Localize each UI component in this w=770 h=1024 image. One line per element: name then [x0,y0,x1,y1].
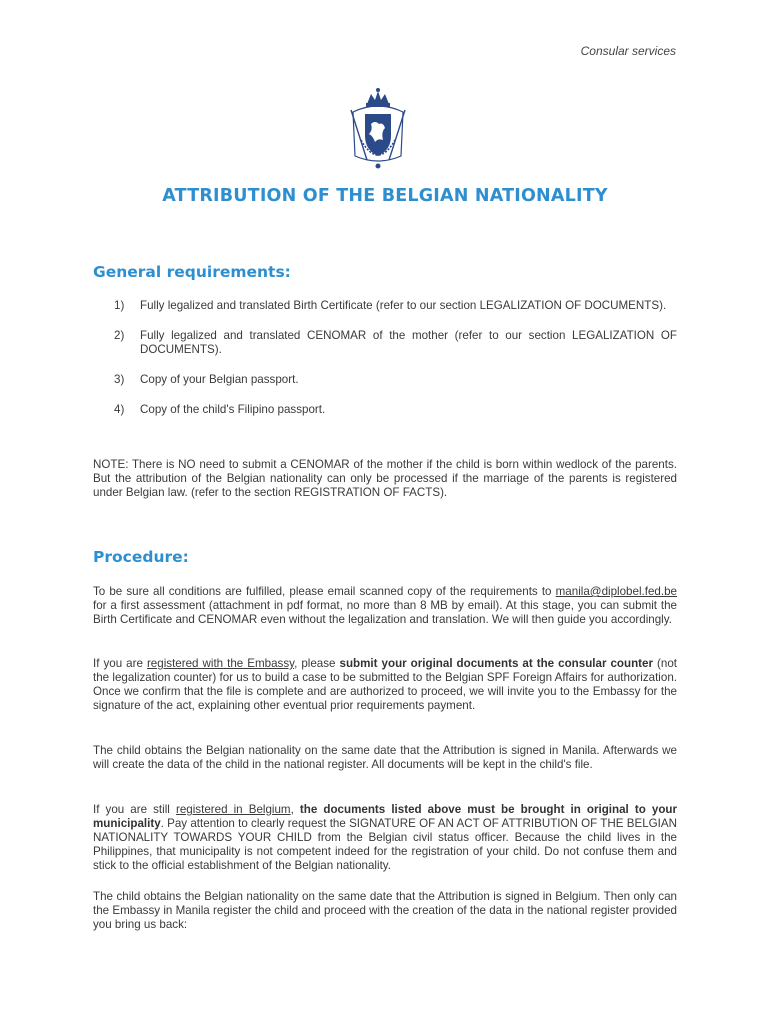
list-item-text: Fully legalized and translated CENOMAR of the mother (refer to our section LEGALIZATION OF DOCUMENTS). [140,329,677,356]
email-link[interactable]: manila@diplobel.fed.be [555,585,677,598]
bold-instruction: the documents listed above must be brought in original to your municipality [93,803,677,830]
general-requirements-heading: General requirements: [93,263,291,281]
list-item-text: Copy of the child's Filipino passport. [140,403,326,416]
list-item-text: Copy of your Belgian passport. [140,373,299,386]
registered-with-embassy-link[interactable]: registered with the Embassy [146,657,295,670]
list-item [93,299,677,313]
bold-instruction: submit your original documents at the consular counter [339,657,653,670]
procedure-paragraph-3: The child obtains the Belgian nationality on the same date that the Attribution is signed in Manila. Afterwards we will create the data of the child in the national register. All documents will be kept in the child's file. [93,744,677,771]
procedure-heading: Procedure: [93,548,189,566]
list-item [93,329,677,357]
procedure-paragraph-5: The child obtains the Belgian nationality on the same date that the Attribution is signed in Belgium. Then only can the Embassy in Manila register the child and proceed with the creation of the data in the national register provided you bring us back: [93,890,677,931]
document-title: ATTRIBUTION OF THE BELGIAN NATIONALITY [162,186,608,206]
list-item-text: Fully legalized and translated Birth Certificate (refer to our section LEGALIZATION OF DOCUMENTS). [140,299,667,312]
note-paragraph: NOTE: There is NO need to submit a CENOMAR of the mother if the child is born within wedlock of the parents. But the attribution of the Belgian nationality can only be processed if the marriage of the parents is registered under Belgian law. (refer to the section REGISTRATION OF FACTS). [93,458,677,499]
procedure-paragraph-4: If you are still registered in Belgium, the documents listed above must be brought in original to your municipality. Pay attention to clearly request the SIGNATURE OF AN ACT OF ATTRIBUTION OF THE BELGIAN NATIONALITY TOWARDS YOUR CHILD from the Belgian civil status officer. Because the child lives in the Philippines, that municipality is not competent indeed for the registration of your child. Do not confuse them and stick to the official establishment of the Belgian nationality. [93,803,677,872]
procedure-paragraph-2: If you are registered with the Embassy, please submit your original documents at the consular counter (not the legalization counter) for us to build a case to be submitted to the Belgian SPF Foreign Affairs for authorization. Once we confirm that the file is complete and are authorized to proceed, we will invite you to the Embassy for the signature of the act, explaining other eventual prior requirements payment. [93,657,677,712]
list-item [93,373,677,387]
requirements-list [93,299,677,433]
procedure-paragraph-1: To be sure all conditions are fulfilled, please email scanned copy of the requirements to manila@diplobel.fed.be for a first assessment (attachment in pdf format, no more than 8 MB by email). At this stage, you can submit the Birth Certificate and CENOMAR even without the legalization and translation. We will then guide you accordingly. [93,585,677,626]
list-item-number: 4) [114,403,125,416]
list-item-number: 1) [114,299,125,312]
list-item-number: 3) [114,373,125,386]
header-note: Consular services [580,44,676,58]
belgian-coat-of-arms-icon [345,86,411,172]
registered-in-belgium-link[interactable]: registered in Belgium [175,803,291,816]
list-item-number: 2) [114,329,125,342]
list-item [93,403,677,417]
